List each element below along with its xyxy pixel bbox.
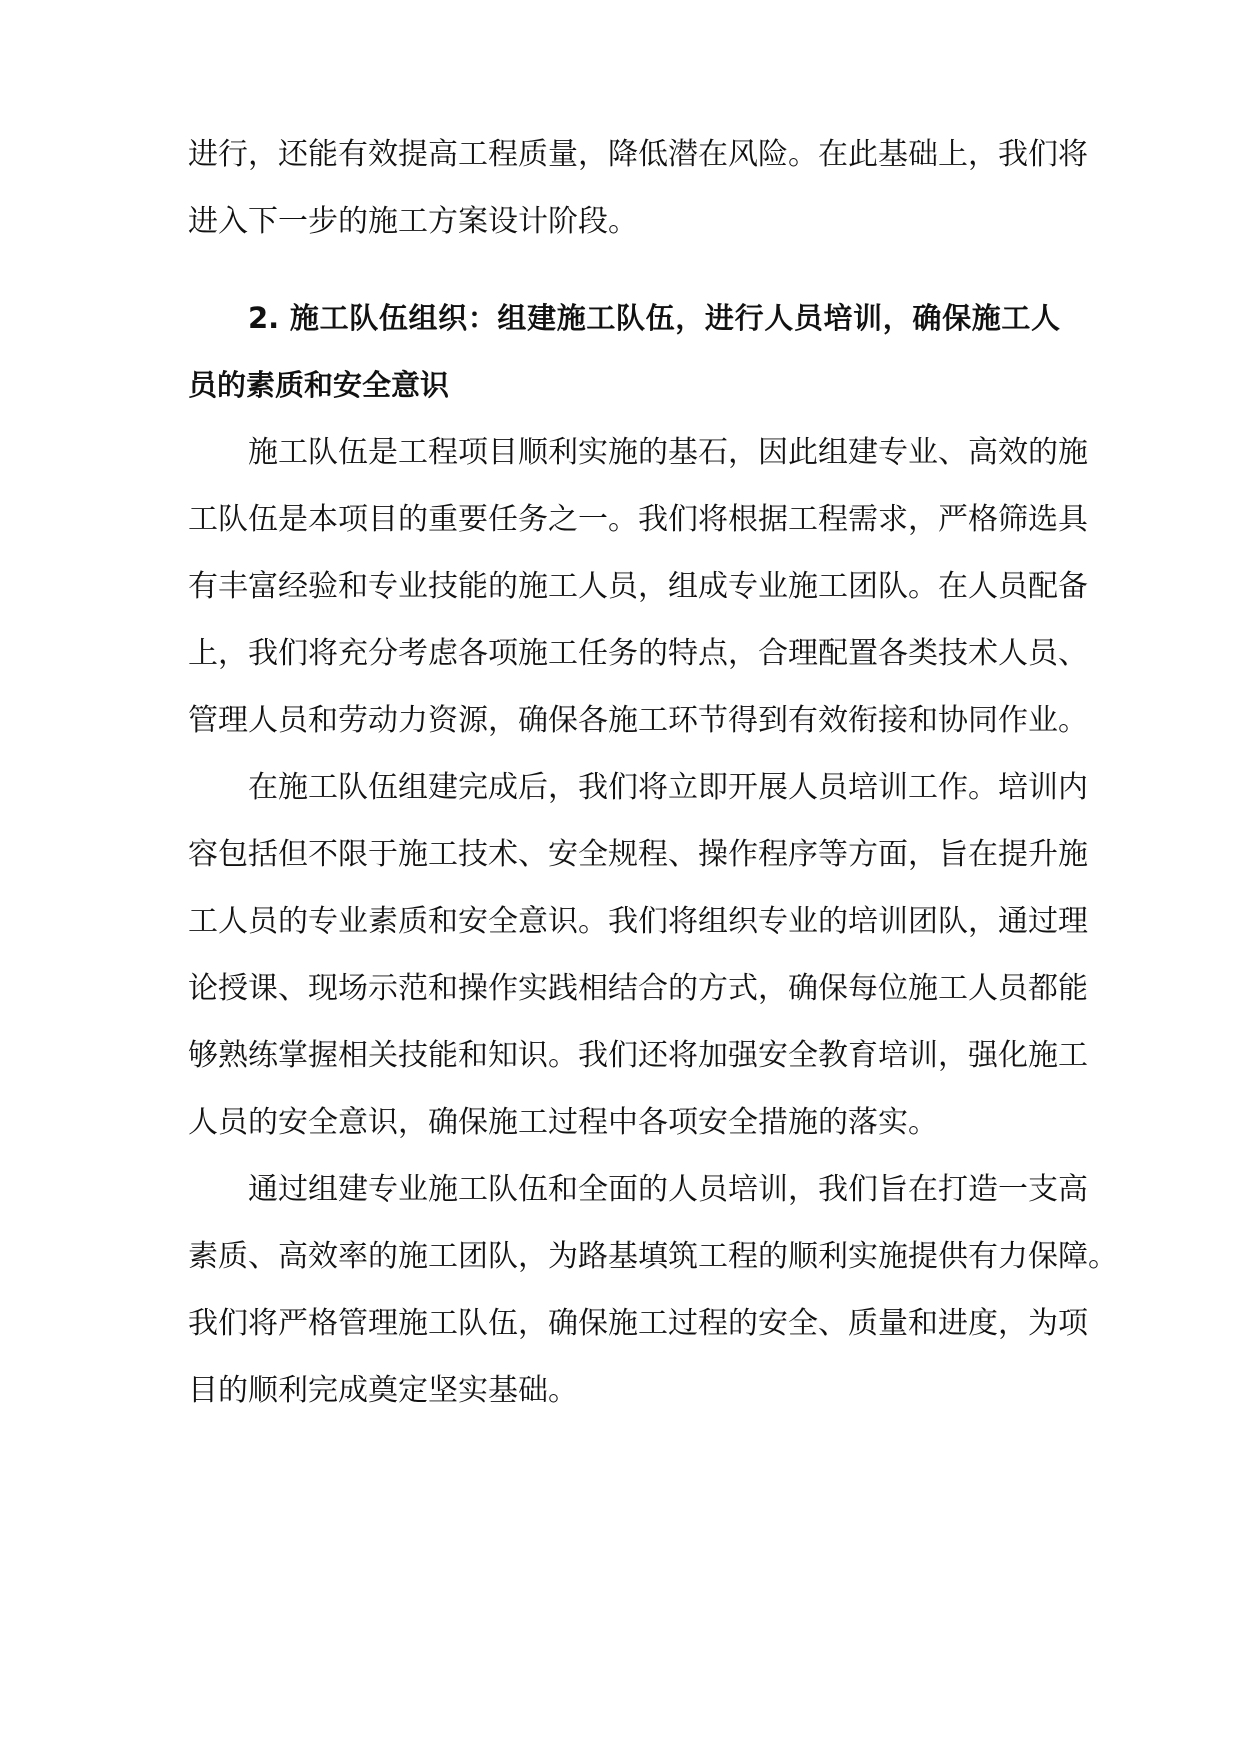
paragraph-1-line-1: 施工队伍是工程项目顺利实施的基石，因此组建专业、高效的施 — [248, 435, 1088, 470]
section-heading-line-1: 2. 施工队伍组织：组建施工队伍，进行人员培训，确保施工人 — [248, 301, 1060, 335]
paragraph-2-line-4: 论授课、现场示范和操作实践相结合的方式，确保每位施工人员都能 — [188, 971, 1088, 1006]
paragraph-3-line-4: 目的顺利完成奠定坚实基础。 — [188, 1373, 578, 1408]
paragraph-1-line-5: 管理人员和劳动力资源，确保各施工环节得到有效衔接和协同作业。 — [188, 703, 1088, 738]
paragraph-3-line-2: 素质、高效率的施工团队，为路基填筑工程的顺利实施提供有力保障。 — [188, 1239, 1118, 1274]
intro-line-2: 进入下一步的施工方案设计阶段。 — [188, 204, 638, 239]
paragraph-1-line-3: 有丰富经验和专业技能的施工人员，组成专业施工团队。在人员配备 — [188, 569, 1088, 604]
section-heading-line-2: 员的素质和安全意识 — [188, 368, 450, 402]
paragraph-2-line-5: 够熟练掌握相关技能和知识。我们还将加强安全教育培训，强化施工 — [188, 1038, 1088, 1073]
intro-line-1: 进行，还能有效提高工程质量，降低潜在风险。在此基础上，我们将 — [188, 137, 1088, 172]
paragraph-2-line-2: 容包括但不限于施工技术、安全规程、操作程序等方面，旨在提升施 — [188, 837, 1088, 872]
paragraph-2-line-6: 人员的安全意识，确保施工过程中各项安全措施的落实。 — [188, 1105, 938, 1140]
paragraph-2-line-3: 工人员的专业素质和安全意识。我们将组织专业的培训团队，通过理 — [188, 904, 1088, 939]
paragraph-1-line-4: 上，我们将充分考虑各项施工任务的特点，合理配置各类技术人员、 — [188, 636, 1088, 671]
paragraph-3-line-1: 通过组建专业施工队伍和全面的人员培训，我们旨在打造一支高 — [248, 1172, 1088, 1207]
paragraph-3-line-3: 我们将严格管理施工队伍，确保施工过程的安全、质量和进度，为项 — [188, 1306, 1088, 1341]
paragraph-1-line-2: 工队伍是本项目的重要任务之一。我们将根据工程需求，严格筛选具 — [188, 502, 1088, 537]
paragraph-2-line-1: 在施工队伍组建完成后，我们将立即开展人员培训工作。培训内 — [248, 770, 1088, 805]
